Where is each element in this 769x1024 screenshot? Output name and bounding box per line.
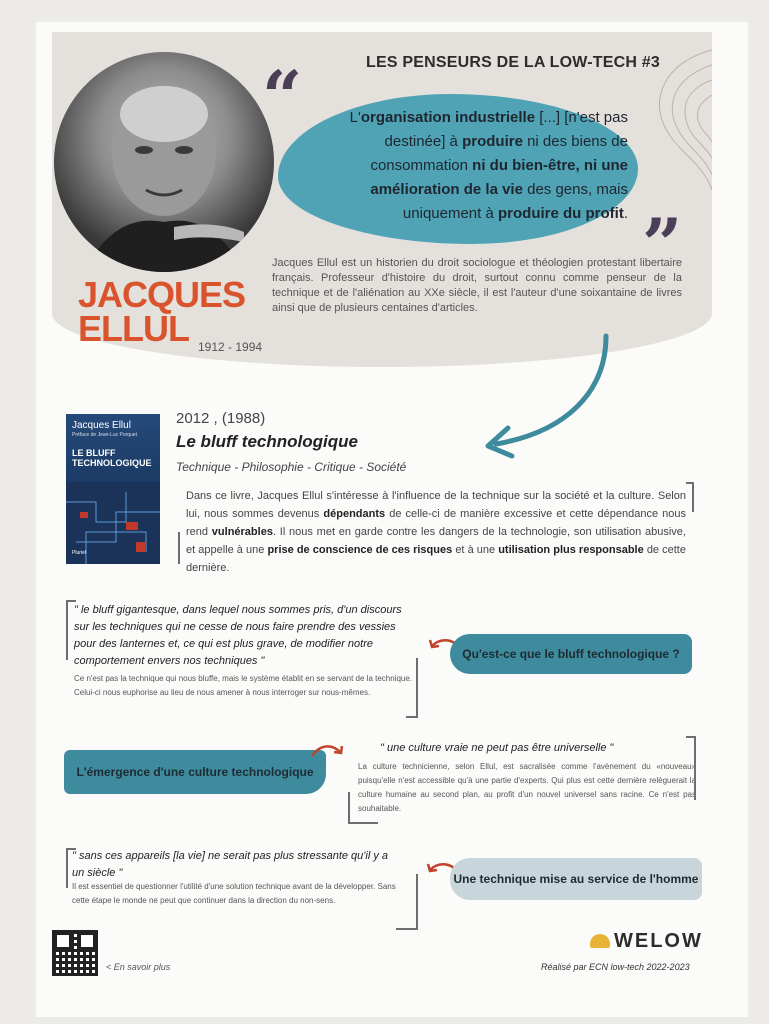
quote-segment: des gens, mais uniquement à <box>402 181 628 222</box>
description-segment: de cette dernière. <box>186 544 686 574</box>
quote-segment: ni des biens de consommation <box>370 133 628 174</box>
cover-title-line2: TECHNOLOGIQUE <box>72 458 152 468</box>
description-segment: dépendants <box>323 508 386 520</box>
description-segment: utilisation plus responsable <box>498 544 644 556</box>
quote-segment: produire du profit <box>498 205 624 222</box>
biography: Jacques Ellul est un historien du droit sociologue et théologien protestant libertaire français. Professeur d'histoire du droit, surtout connu comme penseur de la technique et de l'aliénation au XXe siècle, il est l'auteur d'une soixantaine de livres ainsi que de plusieurs centaines d'articles. <box>272 257 682 314</box>
section-2-pill: L'émergence d'une culture technologique <box>64 750 326 794</box>
quote-segment: organisation industrielle <box>360 109 536 126</box>
description-segment: et à une <box>452 544 499 556</box>
series-title: LES PENSEURS DE LA LOW-TECH #3 <box>366 54 661 71</box>
bracket-decoration <box>178 532 186 564</box>
name-last: ELLUL <box>78 308 189 349</box>
section-1-pill: Qu'est-ce que le bluff technologique ? <box>450 634 692 674</box>
bracket-decoration <box>348 792 378 824</box>
brand-logo: WELOW <box>614 930 703 952</box>
book-description <box>186 487 686 577</box>
description-segment: prise de conscience de ces risques <box>267 544 453 556</box>
section-3-quote: " sans ces appareils [la vie] ne serait pas plus stressante qu'il y a un siècle " <box>72 850 388 879</box>
book-cover <box>66 414 160 564</box>
section-1-quote: " le bluff gigantesque, dans lequel nous sommes pris, d'un discours sur les techniques qui ne cesse de nous faire prendre des vessies pour des lanternes et, ce qui est plus grave, de modifier notre comportement envers nos techniques " <box>74 604 402 667</box>
section-3-text: Il est essentiel de questionner l'utilité d'une solution technique avant de la développer. Sans cette étape le monde ne peut que continuer dans la direction du non-sens. <box>72 882 396 905</box>
bracket-decoration <box>396 874 418 930</box>
section-1-text: Ce n'est pas la technique qui nous bluffe, mais le système établit en se servant de la technique. Celui-ci nous euphorise au lieu de nous amener à nous interroger sur nous-mêmes. <box>74 674 413 697</box>
quote-segment: . <box>623 205 628 222</box>
name-first: JACQUES <box>78 274 246 315</box>
bracket-decoration <box>686 482 694 512</box>
cover-title-line1: LE BLUFF <box>72 448 116 458</box>
open-quote-icon: “ <box>262 55 303 138</box>
portrait-photo <box>54 52 274 272</box>
welow-logo-icon <box>590 934 610 948</box>
quote-segment: L' <box>349 109 361 126</box>
life-dates: 1912 - 1994 <box>198 340 263 354</box>
close-quote-icon: ” <box>642 203 683 286</box>
curl-arrow-icon <box>308 740 348 762</box>
book-title: Le bluff technologique <box>176 432 358 451</box>
cover-preface: Préface de Jean-Luc Porquet <box>72 432 138 438</box>
qr-code[interactable] <box>52 930 98 976</box>
quote-segment: ni du bien-être, ni une amélioration de la vie <box>370 157 628 198</box>
qr-label[interactable]: < En savoir plus <box>106 962 171 972</box>
cover-publisher: Pluriel <box>72 550 86 556</box>
credit-line: Réalisé par ECN low-tech 2022-2023 <box>541 962 690 972</box>
bracket-decoration <box>406 658 418 718</box>
quote-segment: produire <box>462 133 523 150</box>
section-3-pill: Une technique mise au service de l'homme <box>450 858 702 900</box>
header-quote <box>308 106 628 226</box>
description-segment: . Il nous met en garde contre les dangers de la technologie, son utilisation abusive, et appelle à une <box>186 526 686 556</box>
bracket-decoration <box>686 736 696 800</box>
book-years: 2012 , (1988) <box>176 410 266 427</box>
quote-segment: [...] [n'est pas destinée] à <box>384 109 628 150</box>
section-2-quote: " une culture vraie ne peut pas être universelle " <box>380 742 614 754</box>
thinker-name <box>78 274 246 349</box>
cover-author: Jacques Ellul <box>72 420 131 431</box>
curved-arrow-icon <box>466 332 626 462</box>
portrait-illustration <box>54 52 274 272</box>
description-segment: de celle-ci de manière excessive et cette dépendance nous rend <box>186 508 686 538</box>
book-tags: Technique - Philosophie - Critique - Société <box>176 460 407 474</box>
description-segment: Dans ce livre, Jacques Ellul s'intéresse à l'influence de la technique sur la société et la culture. Selon lui, nous sommes devenus <box>186 490 686 520</box>
description-segment: vulnérables <box>211 526 273 538</box>
section-2-text: La culture technicienne, selon Ellul, est sacralisée comme l'avènement du «nouveau» puisqu'elle n'est accessible qu'à une partie d'experts. Qui plus est cette dernière relèguerait la culture humaine au second plan, au profit d'un nouvel universel sans racine. Ce n'est pas souhaitable. <box>358 762 696 813</box>
poster <box>36 22 748 1017</box>
